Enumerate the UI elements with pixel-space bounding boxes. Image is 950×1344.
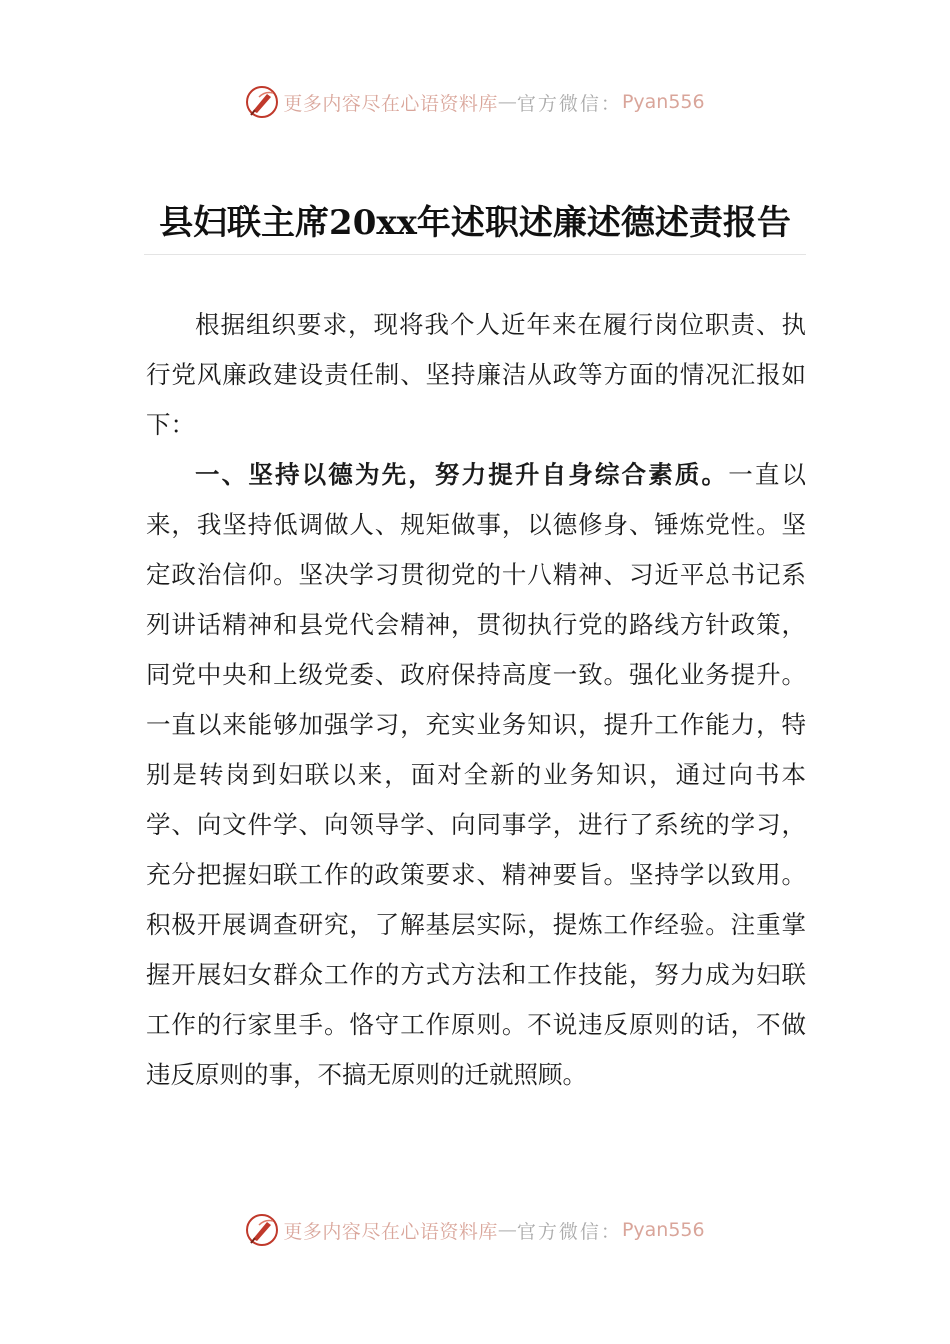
banner-slogan: 更多内容尽在心语资料库 (283, 1220, 498, 1243)
paragraph-section-1 (146, 450, 806, 1100)
banner-wechat-label: 官方微信： (516, 92, 622, 115)
paragraph-body: 一直以来，我坚持低调做人、规矩做事，以德修身、锤炼党性。坚定政治信仰。坚决学习贯彻党的十八精神、习近平总书记系列讲话精神和县党代会精神，贯彻执行党的路线方针政策，同党中央和上级党委、政府保持高度一致。强化业务提升。一直以来能够加强学习，充实业务知识，提升工作能力，特别是转岗到妇联以来，面对全新的业务知识，通过向书本学、向文件学、向领导学、向同事学，进行了系统的学习，充分把握妇联工作的政策要求、精神要旨。坚持学以致用。积极开展调查研究，了解基层实际，提炼工作经验。注重掌握开展妇女群众工作的方式方法和工作技能，努力成为妇联工作的行家里手。恪守工作原则。不说违反原则的话，不做违反原则的事，不搞无原则的迁就照顾。 (146, 460, 807, 1089)
pen-logo-icon (245, 1213, 279, 1247)
footer-banner (0, 1210, 950, 1250)
banner-wechat-label: 官方微信： (516, 1220, 622, 1243)
banner-wechat-id: Pyan556 (621, 91, 705, 113)
banner-dash: — (497, 1219, 517, 1241)
banner-wechat-id: Pyan556 (621, 1219, 705, 1241)
header-banner (0, 82, 950, 122)
paragraph-body: 根据组织要求，现将我个人近年来在履行岗位职责、执行党风廉政建设责任制、坚持廉洁从政等方面的情况汇报如下： (146, 310, 806, 439)
banner-slogan: 更多内容尽在心语资料库 (283, 92, 498, 115)
title-divider (144, 254, 806, 255)
paragraph-intro (146, 300, 806, 450)
document-body (146, 300, 806, 1100)
document-title: 县妇联主席20xx年述职述廉述德述责报告 (159, 203, 791, 243)
section-heading: 一、坚持以德为先，努力提升自身综合素质。 (195, 460, 729, 489)
banner-dash: — (497, 91, 517, 113)
pen-logo-icon (245, 85, 279, 119)
